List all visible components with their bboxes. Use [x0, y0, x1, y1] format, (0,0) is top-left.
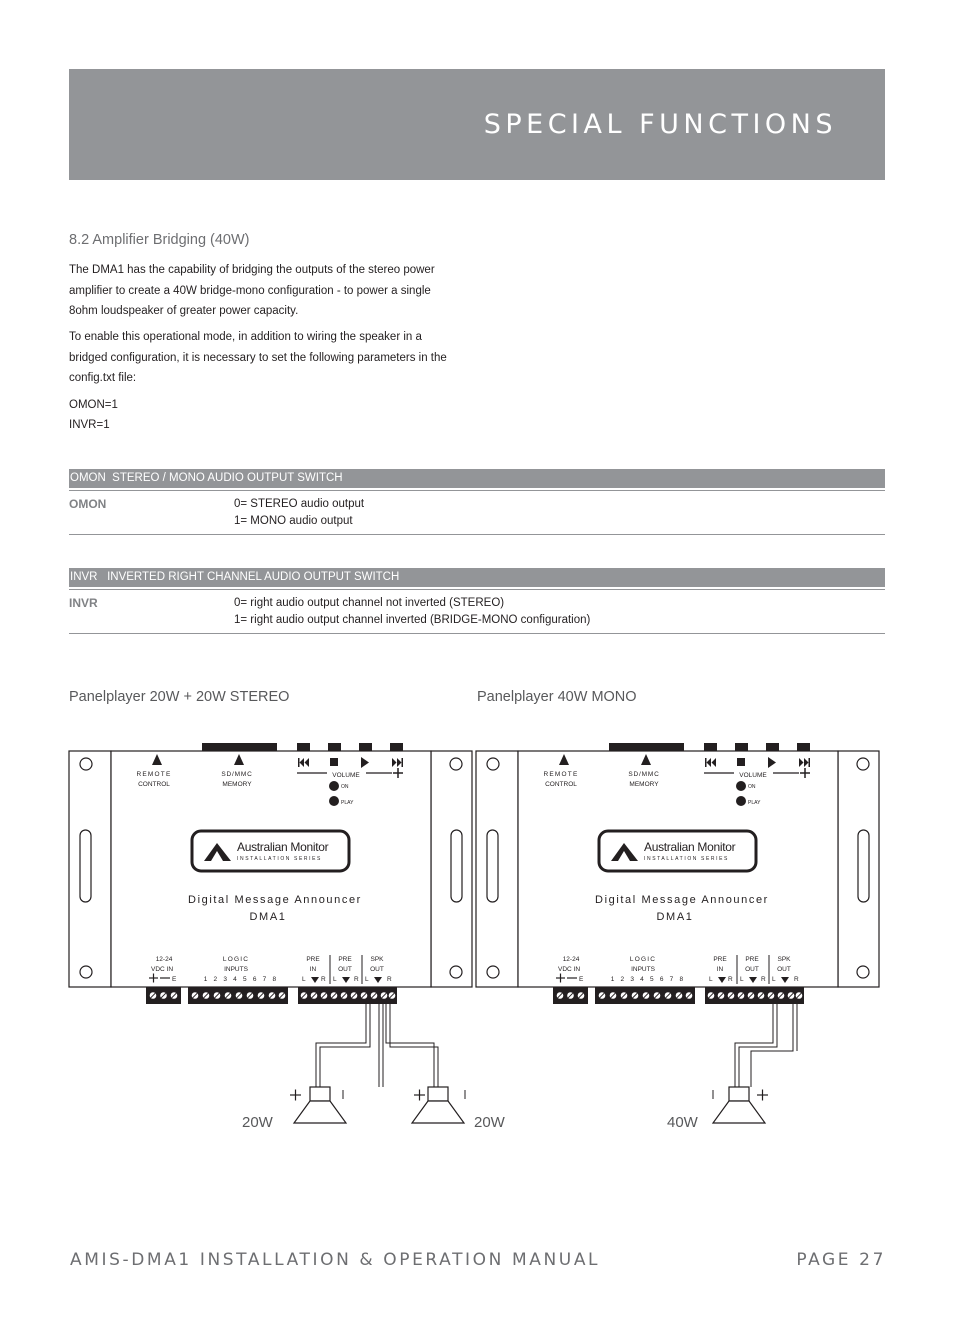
- mounting-slot: [858, 830, 869, 902]
- brand-series: INSTALLATION SERIES: [237, 856, 322, 862]
- speaker-power-left-b: 20W: [474, 1114, 505, 1131]
- button-cap: [359, 743, 372, 751]
- logic-label: LOGIC: [222, 956, 250, 963]
- page-title: SPECIAL FUNCTIONS: [483, 109, 837, 140]
- button-cap: [735, 743, 748, 751]
- invr-code: INVR: [70, 571, 98, 583]
- play-led-icon: [736, 796, 746, 806]
- button-cap: [797, 743, 810, 751]
- product-name: Digital Message Announcer: [188, 894, 362, 906]
- brand-series: INSTALLATION SERIES: [644, 856, 729, 862]
- page-number: PAGE 27: [796, 1250, 886, 1270]
- play-led-label: PLAY: [748, 800, 761, 806]
- channel-l: L: [365, 976, 369, 983]
- channel-l: L: [302, 976, 306, 983]
- pre-in-label: PRE: [713, 956, 727, 963]
- omon-title: STEREO / MONO AUDIO OUTPUT SWITCH: [112, 472, 343, 484]
- config-paragraph: To enable this operational mode, in addition to wiring the speaker in a bridged configuration, it is necessary to set the following parameters in the config.txt file:: [69, 331, 447, 384]
- channel-r: R: [321, 976, 326, 983]
- dma1-device-right: [476, 743, 879, 1123]
- mounting-hole: [80, 966, 92, 978]
- channel-r: R: [728, 976, 733, 983]
- logic-numbers: 1 2 3 4 5 6 7 8: [203, 976, 279, 983]
- brand-name: Australian Monitor: [644, 840, 736, 854]
- spk-out-label-2: OUT: [777, 966, 791, 973]
- speaker-icon: [713, 1087, 765, 1123]
- mounting-hole: [487, 966, 499, 978]
- vdc-label-2: VDC IN: [557, 966, 581, 973]
- mounting-hole: [857, 966, 869, 978]
- sd-label: SD/MMC: [221, 771, 253, 778]
- on-label: ON: [748, 784, 756, 790]
- section-heading: 8.2 Amplifier Bridging (40W): [69, 232, 250, 248]
- omon-desc-0: 0= STEREO audio output: [234, 498, 365, 510]
- button-cap: [390, 743, 403, 751]
- mounting-hole: [857, 758, 869, 770]
- channel-r: R: [794, 976, 799, 983]
- volume-label: VOLUME: [739, 772, 767, 779]
- pre-in-label: PRE: [306, 956, 320, 963]
- mounting-slot: [451, 830, 462, 902]
- product-name: Digital Message Announcer: [595, 894, 769, 906]
- button-cap: [328, 743, 341, 751]
- on-led-icon: [329, 781, 339, 791]
- channel-r: R: [354, 976, 359, 983]
- mounting-slot: [80, 830, 91, 902]
- sd-label-2: MEMORY: [222, 781, 252, 788]
- channel-l: L: [709, 976, 713, 983]
- play-led-label: PLAY: [341, 800, 354, 806]
- right-panel-caption: Panelplayer 40W MONO: [477, 689, 637, 705]
- button-cap: [297, 743, 310, 751]
- left-panel-caption: Panelplayer 20W + 20W STEREO: [69, 689, 290, 705]
- channel-l: L: [333, 976, 337, 983]
- intro-paragraph: The DMA1 has the capability of bridging the outputs of the stereo power amplifier to create a 40W bridge-mono configuration - to power a single 8ohm loudspeaker of greater power capacity.: [69, 264, 435, 317]
- pre-in-label-2: IN: [309, 966, 317, 973]
- omon-code: OMON: [70, 472, 106, 484]
- logic-label-2: INPUTS: [631, 966, 655, 973]
- channel-l: L: [772, 976, 776, 983]
- omon-param: OMON: [69, 497, 107, 511]
- pre-out-label-2: OUT: [338, 966, 352, 973]
- channel-r: R: [761, 976, 766, 983]
- logic-label-2: INPUTS: [224, 966, 248, 973]
- speaker-wires: [735, 1004, 797, 1087]
- logic-label: LOGIC: [629, 956, 657, 963]
- volume-label: VOLUME: [332, 772, 360, 779]
- channel-l: L: [740, 976, 744, 983]
- invr-title: INVERTED RIGHT CHANNEL AUDIO OUTPUT SWITCH: [107, 571, 400, 583]
- speaker-wires: [316, 1004, 438, 1087]
- mounting-hole: [450, 758, 462, 770]
- speaker-power-right: 40W: [667, 1114, 698, 1131]
- pre-out-label-2: OUT: [745, 966, 759, 973]
- invr-param: INVR: [69, 596, 98, 610]
- mounting-hole: [487, 758, 499, 770]
- remote-label-2: CONTROL: [138, 781, 170, 788]
- config-line-invr: INVR=1: [69, 419, 110, 431]
- spk-out-label: SPK: [777, 956, 791, 963]
- invr-desc-1: 1= right audio output channel inverted (BRIDGE-MONO configuration): [234, 614, 591, 626]
- earth-label: E: [172, 976, 177, 983]
- play-led-icon: [329, 796, 339, 806]
- manual-title: AMIS-DMA1 INSTALLATION & OPERATION MANUAL: [70, 1250, 601, 1270]
- pre-in-label-2: IN: [716, 966, 724, 973]
- on-label: ON: [341, 784, 349, 790]
- sd-label-2: MEMORY: [629, 781, 659, 788]
- pre-out-label: PRE: [745, 956, 759, 963]
- stop-icon: [737, 758, 745, 766]
- channel-r: R: [387, 976, 392, 983]
- logic-numbers: 1 2 3 4 5 6 7 8: [610, 976, 686, 983]
- speaker-icon: [294, 1087, 346, 1123]
- vdc-label-2: VDC IN: [150, 966, 174, 973]
- product-model: DMA1: [249, 911, 287, 923]
- speaker-power-left-a: 20W: [242, 1114, 273, 1131]
- earth-label: E: [579, 976, 584, 983]
- remote-label-2: CONTROL: [545, 781, 577, 788]
- remote-label: REMOTE: [136, 771, 172, 778]
- pre-out-label: PRE: [338, 956, 352, 963]
- config-line-omon: OMON=1: [69, 399, 118, 411]
- mounting-hole: [80, 758, 92, 770]
- vdc-label: 12-24: [562, 956, 580, 963]
- button-cap: [766, 743, 779, 751]
- vdc-label: 12-24: [155, 956, 173, 963]
- dma1-device-left: [69, 743, 472, 1123]
- on-led-icon: [736, 781, 746, 791]
- invr-desc-0: 0= right audio output channel not inverted (STEREO): [234, 597, 505, 609]
- brand-name: Australian Monitor: [237, 840, 329, 854]
- stop-icon: [330, 758, 338, 766]
- sd-label: SD/MMC: [628, 771, 660, 778]
- sd-card-slot: [609, 743, 684, 751]
- mounting-hole: [450, 966, 462, 978]
- button-cap: [704, 743, 717, 751]
- product-model: DMA1: [656, 911, 694, 923]
- mounting-slot: [487, 830, 498, 902]
- omon-desc-1: 1= MONO audio output: [234, 515, 353, 527]
- spk-out-label-2: OUT: [370, 966, 384, 973]
- sd-card-slot: [202, 743, 277, 751]
- remote-label: REMOTE: [543, 771, 579, 778]
- spk-out-label: SPK: [370, 956, 384, 963]
